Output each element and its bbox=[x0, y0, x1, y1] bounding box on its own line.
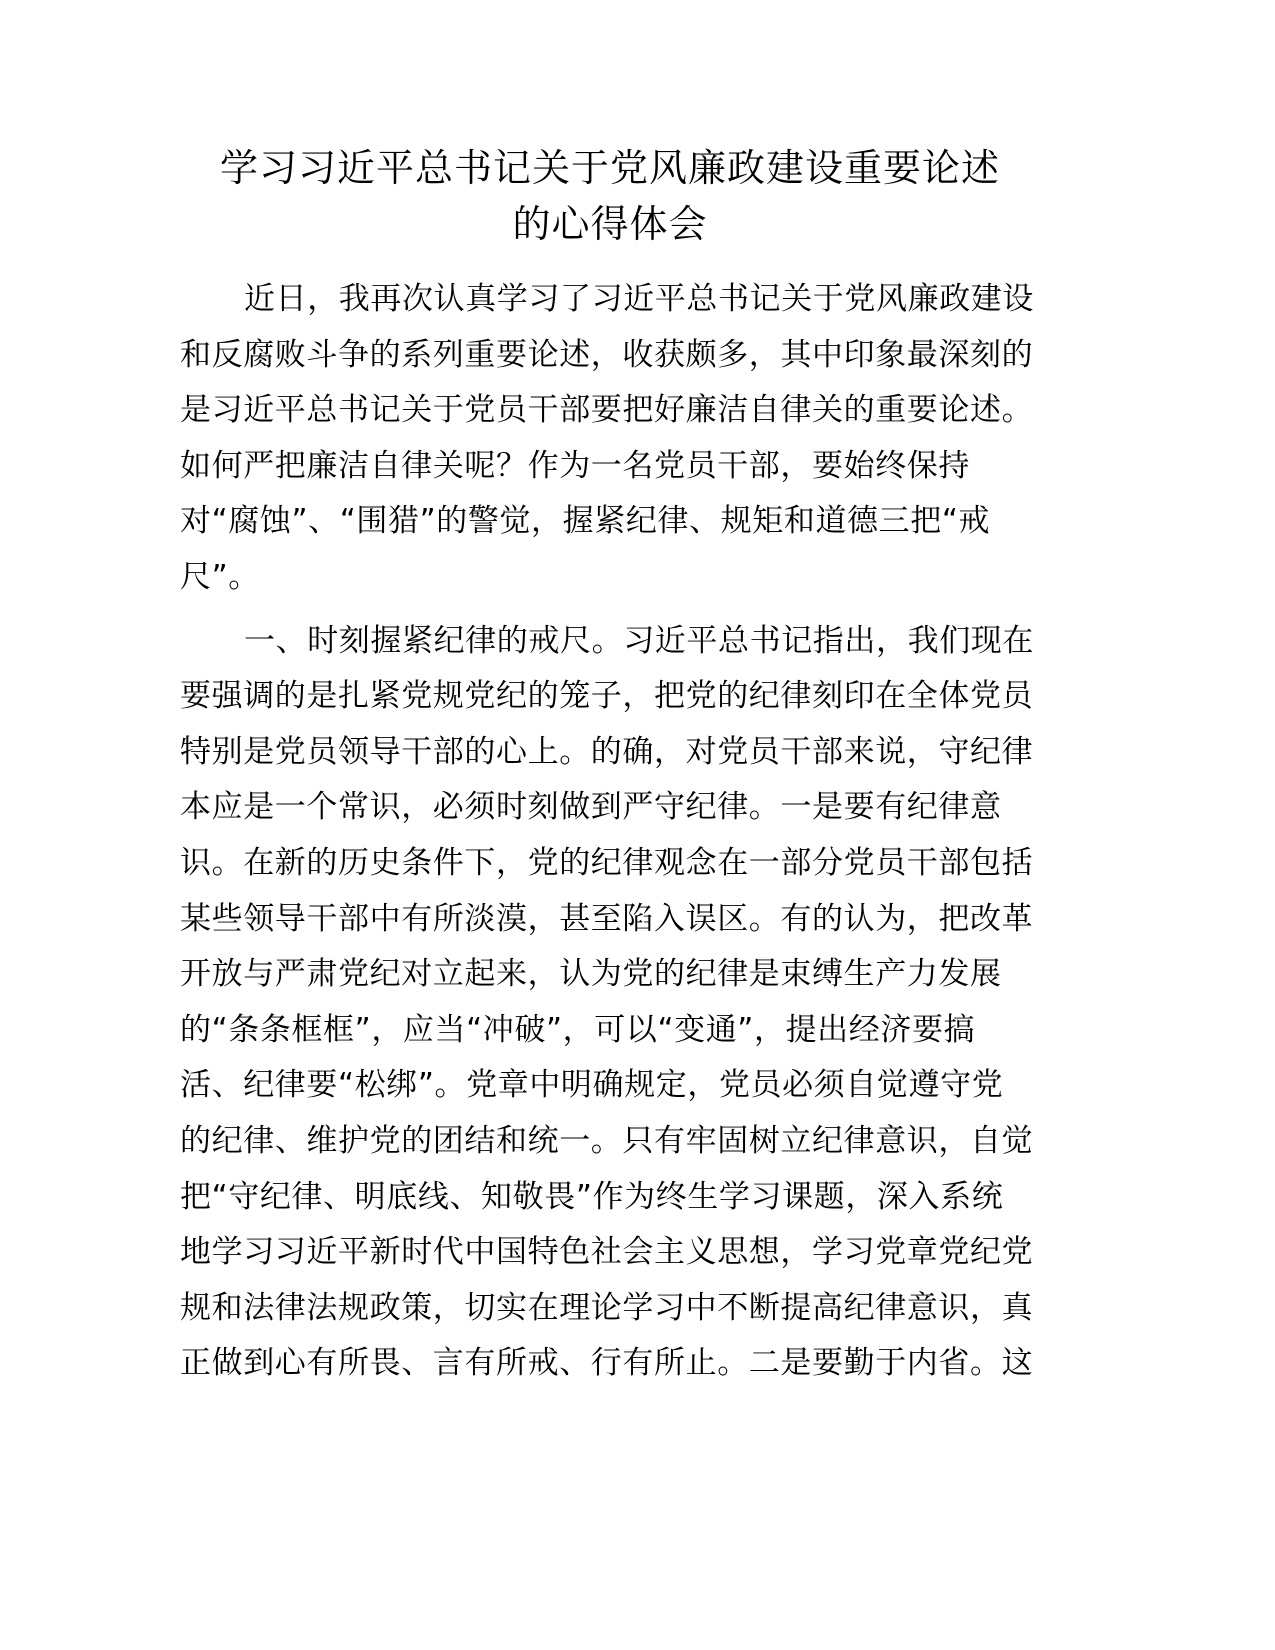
text-line: 活、纪律要“松绑”。党章中明确规定，党员必须自觉遵守党 bbox=[180, 1067, 1004, 1104]
text-line: 要强调的是扎紧党规党纪的笼子，把党的纪律刻印在全体党员 bbox=[180, 678, 1034, 715]
text-line: 某些领导干部中有所淡漠，甚至陷入误区。有的认为，把改革 bbox=[180, 900, 1034, 937]
text-line: 的纪律、维护党的团结和统一。只有牢固树立纪律意识，自觉 bbox=[180, 1122, 1034, 1159]
paragraph-spacer bbox=[180, 606, 1040, 614]
title-line-1: 学习习近平总书记关于党风廉政建设重要论述 bbox=[219, 146, 1000, 190]
text-line: 正做到心有所畏、言有所戒、行有所止。二是要勤于内省。这 bbox=[180, 1345, 1034, 1382]
paragraph-section-one bbox=[180, 614, 1040, 1392]
text-line: 是习近平总书记关于党员干部要把好廉洁自律关的重要论述。 bbox=[180, 392, 1034, 429]
text-line: 开放与严肃党纪对立起来，认为党的纪律是束缚生产力发展 bbox=[180, 956, 1002, 993]
text-line: 一、时刻握紧纪律的戒尺。习近平总书记指出，我们现在 bbox=[244, 622, 1034, 659]
text-line: 尺”。 bbox=[180, 558, 260, 595]
title-line-2: 的心得体会 bbox=[512, 202, 708, 246]
text-line: 如何严把廉洁自律关呢？作为一名党员干部，要始终保持 bbox=[180, 447, 970, 484]
text-line: 把“守纪律、明底线、知敬畏”作为终生学习课题，深入系统 bbox=[180, 1178, 1004, 1215]
paragraph-intro bbox=[180, 272, 1040, 606]
document-body bbox=[180, 272, 1040, 1392]
text-line: 特别是党员领导干部的心上。的确，对党员干部来说，守纪律 bbox=[180, 733, 1034, 770]
text-line: 识。在新的历史条件下，党的纪律观念在一部分党员干部包括 bbox=[180, 844, 1034, 881]
text-line: 本应是一个常识，必须时刻做到严守纪律。一是要有纪律意 bbox=[180, 789, 1002, 826]
text-line: 规和法律法规政策，切实在理论学习中不断提高纪律意识，真 bbox=[180, 1289, 1034, 1326]
text-line: 对“腐蚀”、“围猎”的警觉，握紧纪律、规矩和道德三把“戒 bbox=[180, 503, 991, 540]
document-title bbox=[180, 140, 1040, 252]
text-line: 的“条条框框”，应当“冲破”，可以“变通”，提出经济要搞 bbox=[180, 1011, 976, 1048]
text-line: 和反腐败斗争的系列重要论述，收获颇多，其中印象最深刻的 bbox=[180, 336, 1034, 373]
text-line: 近日，我再次认真学习了习近平总书记关于党风廉政建设 bbox=[244, 281, 1034, 317]
text-line: 地学习习近平新时代中国特色社会主义思想，学习党章党纪党 bbox=[180, 1234, 1034, 1271]
